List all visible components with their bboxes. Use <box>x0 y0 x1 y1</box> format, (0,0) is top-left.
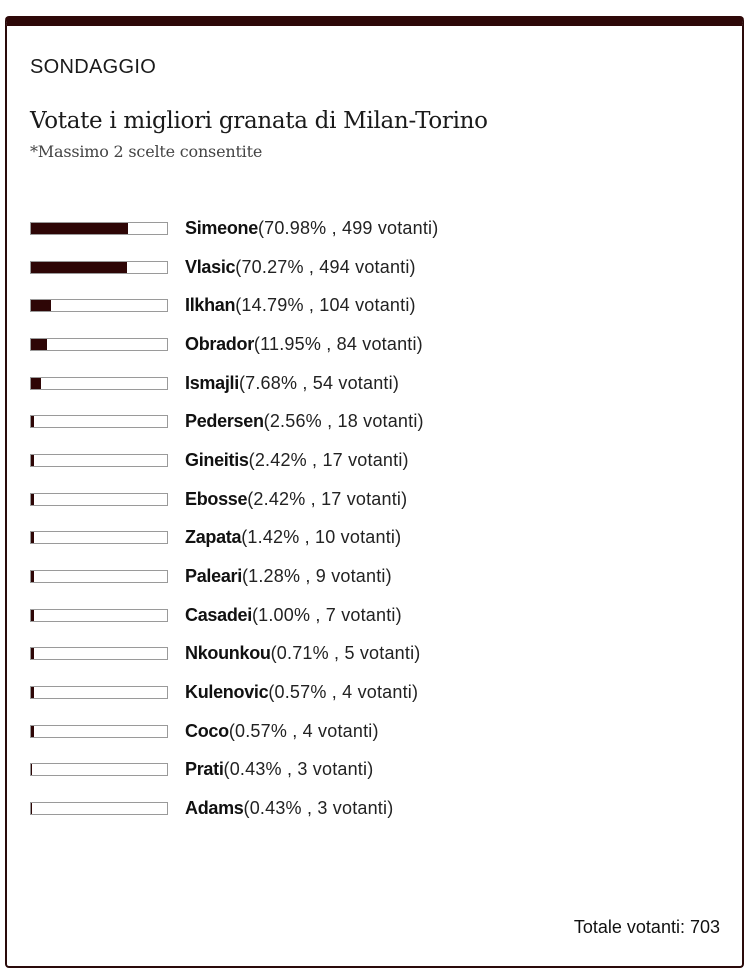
result-bar-fill <box>31 532 34 543</box>
option-name: Coco <box>185 720 229 741</box>
option-name: Vlasic <box>185 256 236 277</box>
option-stats: (1.42% , 10 votanti) <box>241 527 402 548</box>
result-bar-fill <box>31 378 41 389</box>
poll-option-row <box>30 712 730 751</box>
option-label <box>185 489 407 510</box>
option-label <box>185 605 402 626</box>
option-name: Zapata <box>185 527 242 548</box>
option-stats: (1.00% , 7 votanti) <box>251 604 402 625</box>
option-label <box>185 759 373 780</box>
result-bar <box>30 299 168 312</box>
poll-option-row <box>30 441 730 480</box>
poll-option-row <box>30 286 730 325</box>
option-name: Gineitis <box>185 449 249 470</box>
poll-option-row <box>30 480 730 519</box>
result-bar-fill <box>31 223 128 234</box>
result-bar <box>30 531 168 544</box>
result-bar <box>30 493 168 506</box>
option-label <box>185 257 416 278</box>
poll-title: Votate i migliori granata di Milan-Torino <box>30 108 488 134</box>
option-label <box>185 798 393 819</box>
option-stats: (2.56% , 18 votanti) <box>263 411 424 432</box>
result-bar <box>30 725 168 738</box>
result-bar <box>30 454 168 467</box>
poll-option-row <box>30 635 730 674</box>
option-stats: (0.57% , 4 votanti) <box>228 720 379 741</box>
option-stats: (0.43% , 3 votanti) <box>223 759 374 780</box>
result-bar <box>30 647 168 660</box>
result-bar <box>30 570 168 583</box>
option-stats: (0.71% , 5 votanti) <box>270 643 421 664</box>
option-stats: (7.68% , 54 votanti) <box>238 372 400 393</box>
poll-option-row <box>30 789 730 828</box>
option-label <box>185 373 399 394</box>
result-bar <box>30 222 168 235</box>
result-bar-fill <box>31 262 127 273</box>
option-label <box>185 721 379 742</box>
option-stats: (1.28% , 9 votanti) <box>241 566 392 587</box>
poll-card <box>5 16 744 968</box>
result-bar <box>30 686 168 699</box>
result-bar-fill <box>31 610 34 621</box>
option-label <box>185 411 424 432</box>
option-name: Adams <box>185 798 244 819</box>
poll-option-row <box>30 673 730 712</box>
result-bar-fill <box>31 300 51 311</box>
result-bar-fill <box>31 764 32 775</box>
poll-option-row <box>30 248 730 287</box>
poll-option-row <box>30 557 730 596</box>
result-bar-fill <box>31 803 32 814</box>
option-label <box>185 334 423 355</box>
option-label <box>185 527 401 548</box>
option-name: Simeone <box>185 217 258 238</box>
option-name: Obrador <box>185 333 254 354</box>
option-label <box>185 295 416 316</box>
option-label <box>185 218 438 239</box>
option-stats: (70.98% , 499 votanti) <box>257 217 439 238</box>
result-bar <box>30 377 168 390</box>
option-name: Prati <box>185 759 224 780</box>
option-stats: (70.27% , 494 votanti) <box>235 256 416 277</box>
result-bar <box>30 415 168 428</box>
option-label <box>185 450 409 471</box>
option-name: Paleari <box>185 566 242 587</box>
poll-results-list <box>30 209 730 828</box>
option-label <box>185 682 418 703</box>
option-name: Kulenovic <box>185 682 269 703</box>
poll-option-row <box>30 364 730 403</box>
result-bar-fill <box>31 648 34 659</box>
poll-subtitle: *Massimo 2 scelte consentite <box>30 142 263 161</box>
result-bar-fill <box>31 726 34 737</box>
option-stats: (11.95% , 84 votanti) <box>253 333 423 354</box>
option-name: Nkounkou <box>185 643 271 664</box>
option-stats: (2.42% , 17 votanti) <box>247 488 408 509</box>
result-bar-fill <box>31 494 34 505</box>
option-stats: (14.79% , 104 votanti) <box>235 295 416 316</box>
poll-option-row <box>30 519 730 558</box>
option-stats: (0.57% , 4 votanti) <box>268 682 419 703</box>
result-bar <box>30 338 168 351</box>
poll-option-row <box>30 209 730 248</box>
result-bar-fill <box>31 416 34 427</box>
poll-option-row <box>30 751 730 790</box>
result-bar-fill <box>31 339 47 350</box>
option-label <box>185 643 420 664</box>
option-stats: (2.42% , 17 votanti) <box>248 449 409 470</box>
option-name: Ebosse <box>185 488 248 509</box>
result-bar <box>30 609 168 622</box>
option-name: Ilkhan <box>185 295 236 316</box>
result-bar <box>30 261 168 274</box>
total-voters: Totale votanti: 703 <box>573 917 720 937</box>
result-bar-fill <box>31 571 34 582</box>
result-bar-fill <box>31 687 34 698</box>
option-label <box>185 566 392 587</box>
result-bar <box>30 802 168 815</box>
option-name: Casadei <box>185 604 252 625</box>
option-name: Pedersen <box>185 411 264 432</box>
poll-option-row <box>30 402 730 441</box>
option-name: Ismajli <box>185 372 239 393</box>
result-bar-fill <box>31 455 34 466</box>
poll-option-row <box>30 596 730 635</box>
poll-option-row <box>30 325 730 364</box>
result-bar <box>30 763 168 776</box>
poll-kicker: SONDAGGIO <box>30 56 157 78</box>
option-stats: (0.43% , 3 votanti) <box>243 798 394 819</box>
